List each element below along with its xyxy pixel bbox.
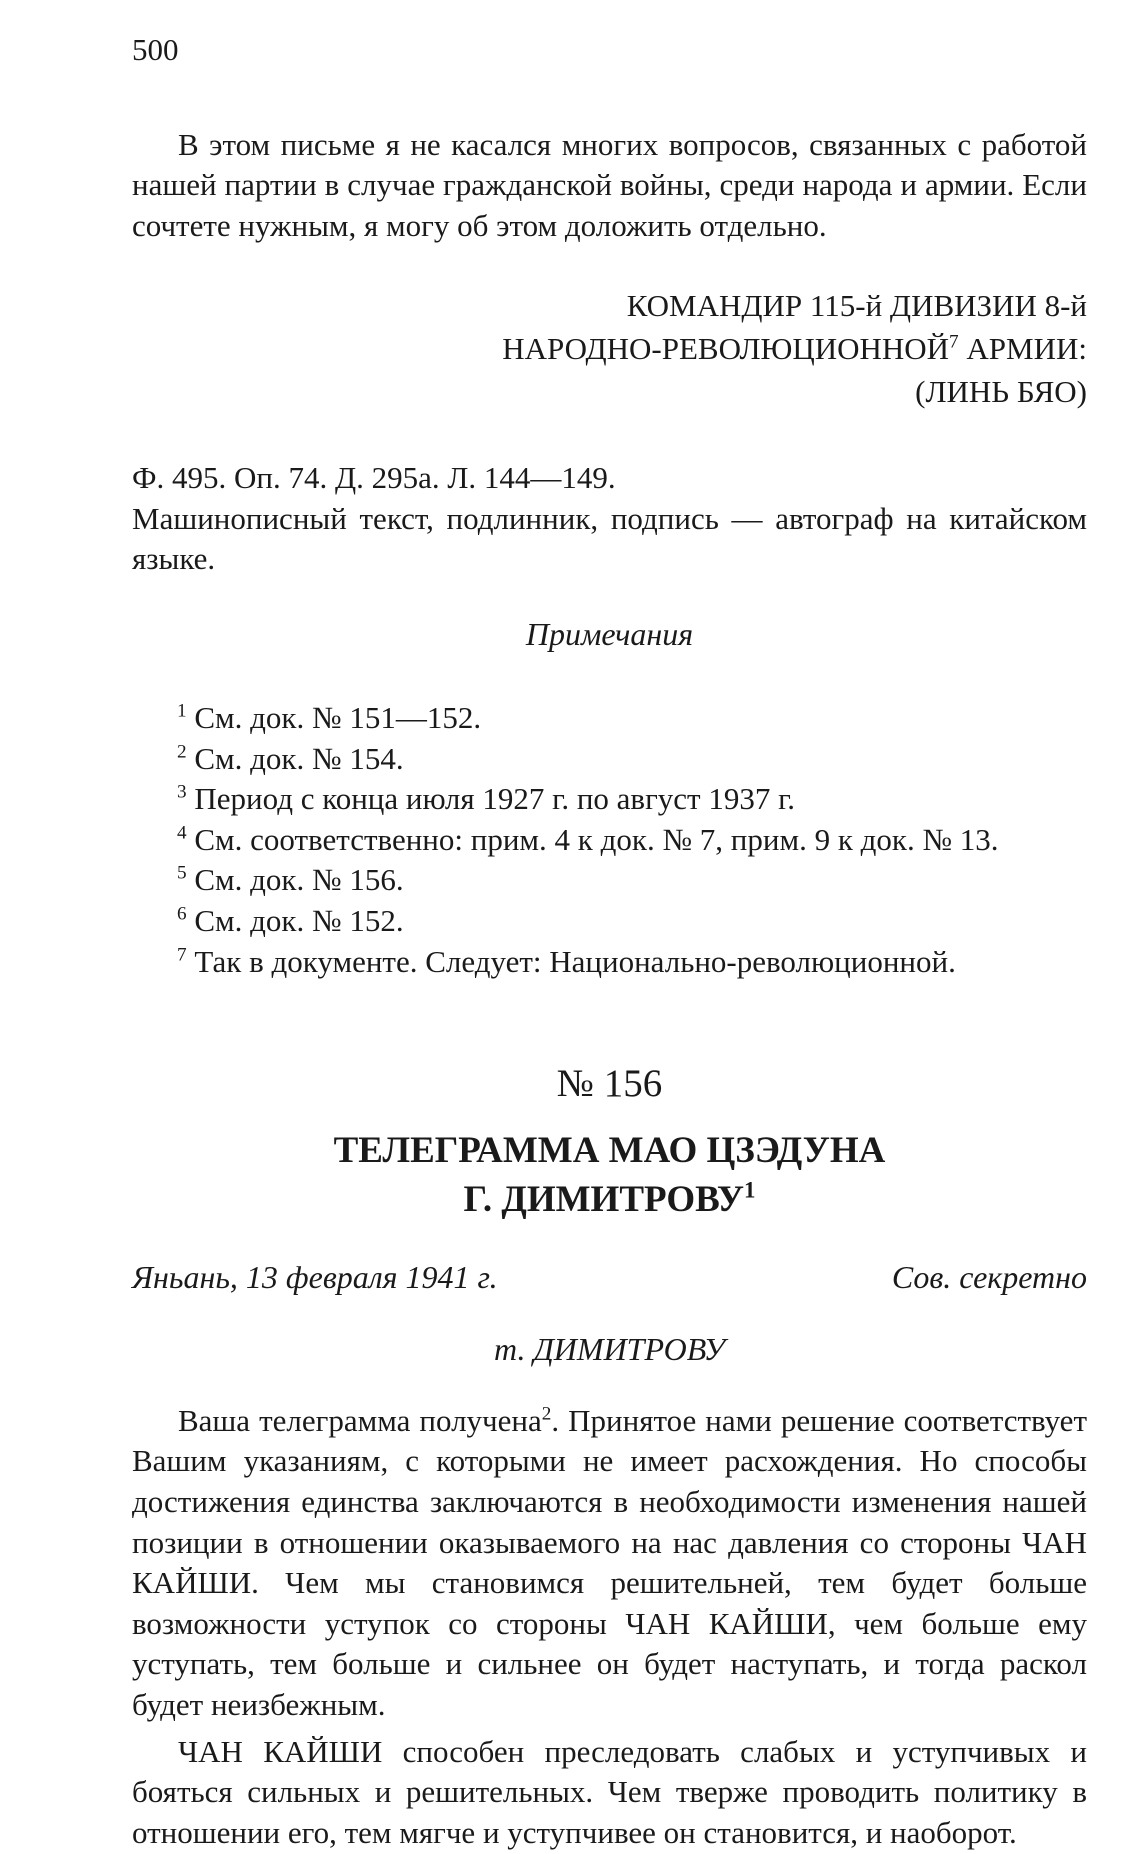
note-number: 4 — [177, 822, 187, 844]
footnote-ref-2: 2 — [541, 1403, 552, 1425]
signature-name: (ЛИНЬ БЯО) — [915, 373, 1087, 409]
document-title-line-2-text: Г. ДИМИТРОВУ — [463, 1179, 744, 1221]
note-number: 5 — [177, 863, 187, 885]
note-text: Период с конца июля 1927 г. по август 1937 г. — [186, 781, 796, 817]
signature-line-2-text: НАРОДНО-РЕВОЛЮЦИОННОЙ — [502, 331, 950, 367]
notes-list — [132, 698, 1087, 982]
footnote-ref-1: 1 — [744, 1177, 756, 1203]
document-number: № 156 — [556, 1062, 663, 1106]
note-item — [177, 942, 1087, 983]
signature-line-1: КОМАНДИР 115-й ДИВИЗИИ 8-й — [626, 288, 1087, 324]
page-number: 500 — [132, 32, 179, 67]
note-text: См. док. № 156. — [186, 862, 404, 898]
body-paragraph-1-start: Ваша телеграмма получена — [178, 1402, 542, 1438]
document-page — [132, 30, 1087, 1854]
note-item — [177, 698, 1087, 739]
body-paragraph-2: ЧАН КАЙШИ способен преследовать слабых и уступчивых и бояться сильных и решительных. Чем тверже проводить политику в отношении его, тем мягче и уступчивее он становится, и наоборот. — [132, 1733, 1087, 1850]
archive-description: Машинописный текст, подлинник, подпись — автограф на китайском языке. — [132, 500, 1087, 577]
note-number: 1 — [177, 700, 187, 722]
note-number: 7 — [177, 944, 187, 966]
note-text: См. док. № 152. — [186, 903, 404, 939]
signature-line-2 — [132, 329, 1087, 370]
body-paragraph-1-rest: . Принятое нами решение соответствует Вашим указаниям, с которыми не имеет расхождения. Но способы достижения единства заключаются в необходимости изменения нашей позиции в отношении оказываемого на нас давления со стороны ЧАН КАЙШИ. Чем мы становимся решительней, тем будет больше возможности уступок со стороны ЧАН КАЙШИ, чем больше ему уступать, тем больше и сильнее он будет наступать, и тогда раскол будет неизбежным. — [132, 1402, 1087, 1723]
note-number: 3 — [177, 781, 187, 803]
document-body — [132, 1401, 1087, 1854]
place-date: Яньань, 13 февраля 1941 г. — [132, 1259, 498, 1295]
note-item — [177, 779, 1087, 820]
note-item — [177, 901, 1087, 942]
footnote-ref-7: 7 — [949, 331, 959, 353]
note-item — [177, 820, 1087, 861]
note-text: См. док. № 151—152. — [186, 700, 482, 735]
notes-heading: Примечания — [525, 616, 694, 653]
note-text: Так в документе. Следует: Национально-революционной. — [186, 943, 956, 979]
document-meta-row — [132, 1257, 1087, 1299]
archive-reference: Ф. 495. Оп. 74. Д. 295а. Л. 144—149. — [132, 460, 616, 496]
note-number: 6 — [177, 903, 187, 925]
note-text: См. соответственно: прим. 4 к док. № 7, прим. 9 к док. № 13. — [186, 821, 999, 857]
document-title-line-1: ТЕЛЕГРАММА МАО ЦЗЭДУНА — [333, 1130, 886, 1172]
archive-reference-block — [132, 458, 1087, 580]
note-number: 2 — [177, 741, 187, 763]
intro-paragraph: В этом письме я не касался многих вопросов, связанных с работой нашей партии в случае гражданской войны, среди народа и армии. Если сочтете нужным, я могу об этом доложить отдельно. — [132, 126, 1087, 243]
note-text: См. док. № 154. — [186, 740, 404, 776]
body-paragraph-1 — [132, 1401, 1087, 1726]
signature-line-2-rest: АРМИИ: — [958, 331, 1087, 367]
note-item — [177, 739, 1087, 780]
document-title — [132, 1127, 1087, 1225]
classification: Сов. секретно — [891, 1259, 1087, 1295]
signature-block — [132, 286, 1087, 412]
document-title-line-2 — [132, 1176, 1087, 1225]
note-item — [177, 860, 1087, 901]
addressee: т. ДИМИТРОВУ — [493, 1330, 726, 1367]
